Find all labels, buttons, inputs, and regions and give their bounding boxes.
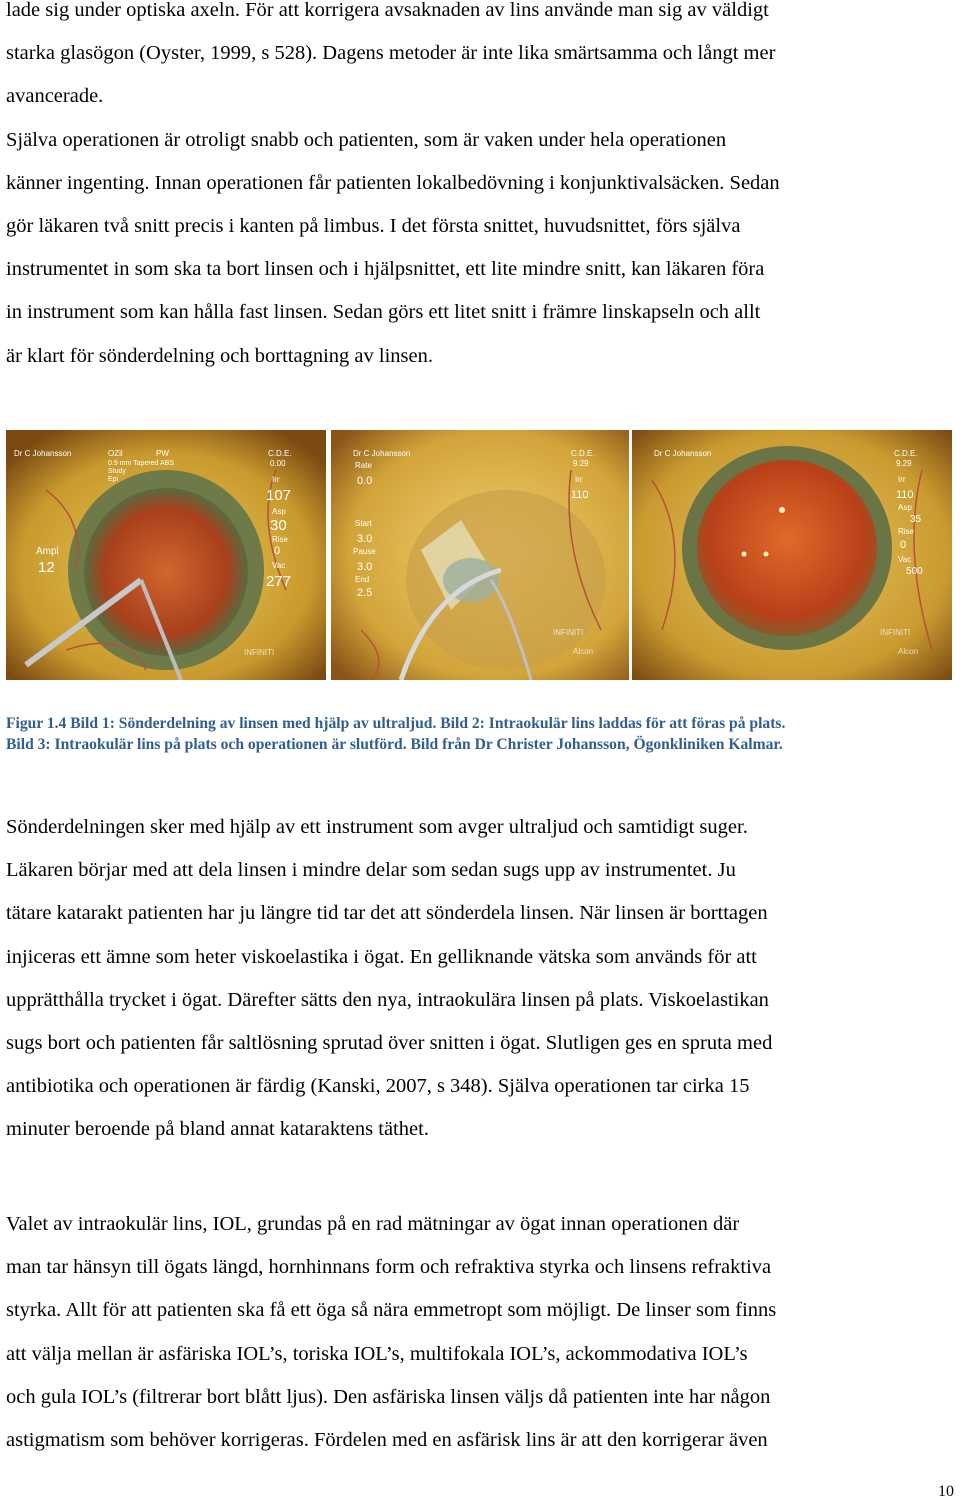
text-line: Läkaren börjar med att dela linsen i mindre delar som sedan sugs upp av instrumentet. Ju <box>6 859 736 882</box>
irr-value: 107 <box>266 487 292 504</box>
text-line: Valet av intraokulär lins, IOL, grundas på en rad mätningar av ögat innan operationen där <box>6 1213 740 1235</box>
mode-line: 0.9 mm Tapered ABS <box>108 460 175 467</box>
brand-watermark: INFINITI <box>553 628 584 637</box>
rise-label: Rise <box>272 535 289 544</box>
rise-value: 0 <box>900 539 907 551</box>
text-line: sugs bort och patienten får saltlösning sprutad över snitten i ögat. Slutligen ges en spruta med <box>6 1032 773 1055</box>
text-line: starka glasögon (Oyster, 1999, s 528). Dagens metoder är inte lika smärtsamma och långt mer <box>6 42 776 65</box>
paragraph-iol <box>6 1203 956 1462</box>
text-line: gör läkaren två snitt precis i kanten på limbus. I det första snittet, huvudsnittet, förs själva <box>6 215 741 238</box>
ampl-label: Ampl <box>36 546 59 557</box>
text-line: in instrument som kan hålla fast linsen. Sedan görs ett litet snitt i främre linskapseln och allt <box>6 301 761 324</box>
text-line: känner ingenting. Innan operationen får patienten lokalbedövning i konjunktivalsäcken. Sedan <box>6 171 780 194</box>
text-line: Själva operationen är otroligt snabb och patienten, som är vaken under hela operationen <box>6 128 727 151</box>
mode-line: Study <box>108 468 126 475</box>
photo-phacoemulsification <box>6 430 326 680</box>
maker-watermark: Alcon <box>573 647 594 656</box>
asp-label: Asp <box>898 503 912 512</box>
asp-value: 35 <box>910 514 922 525</box>
vac-label: Vac <box>272 561 286 570</box>
pw-label: PW <box>156 449 169 458</box>
text-line: instrumentet in som ska ta bort linsen och i hjälpsnittet, ett lite mindre snitt, kan läkaren föra <box>6 258 765 281</box>
text-line: man tar hänsyn till ögats längd, hornhinnans form och refraktiva styrka och linsens refraktiva <box>6 1256 772 1279</box>
page-number: 10 <box>938 1483 954 1500</box>
text-line: och gula IOL’s (filtrerar bort blått ljus). Den asfäriska linsen väljs då patienten inte har någon <box>6 1385 771 1408</box>
text-line: att välja mellan är asfäriska IOL’s, toriska IOL’s, multifokala IOL’s, ackommodativa IOL’s <box>6 1342 748 1365</box>
rate-value: 0.0 <box>357 475 373 487</box>
text-line: Sönderdelningen sker med hjälp av ett instrument som avger ultraljud och samtidigt suger. <box>6 816 748 838</box>
rise-value: 0 <box>274 545 281 557</box>
caption-line: Bild 3: Intraokulär lins på plats och operationen är slutförd. Bild från Dr Christer Johansson, Ögonkliniken Kalmar. <box>6 736 783 753</box>
cde-value: 9.29 <box>573 459 589 468</box>
figure-caption <box>6 713 956 755</box>
figure-surgery-photos <box>6 430 946 680</box>
photo-iol-in-place <box>632 430 952 680</box>
surgeon-label: Dr C Johansson <box>353 449 411 458</box>
irr-value: 110 <box>896 489 914 501</box>
cde-value: 0.00 <box>270 459 286 468</box>
irr-label: Irr <box>272 475 280 484</box>
start-value: 3.0 <box>357 533 373 545</box>
irr-label: Irr <box>575 475 583 484</box>
asp-value: 30 <box>270 517 287 534</box>
brand-watermark: INFINITI <box>244 648 275 657</box>
vac-value: 500 <box>906 566 923 577</box>
mode-line: OZil <box>108 449 123 458</box>
ampl-value: 12 <box>38 559 55 576</box>
end-value: 2.5 <box>357 587 373 599</box>
surgeon-label: Dr C Johansson <box>14 449 72 458</box>
paragraph-fragmentation <box>6 806 956 1152</box>
maker-watermark: Alcon <box>898 647 919 656</box>
text-line: antibiotika och operationen är färdig (Kanski, 2007, s 348). Själva operationen tar cirka 15 <box>6 1075 750 1098</box>
vac-value: 277 <box>266 573 292 590</box>
cde-label: C.D.E. <box>571 449 595 458</box>
pause-label: Pause <box>353 547 376 556</box>
start-label: Start <box>355 519 372 528</box>
brand-watermark: INFINITI <box>880 628 911 637</box>
asp-label: Asp <box>272 507 286 516</box>
end-label: End <box>355 575 370 584</box>
vac-label: Vac <box>898 555 912 564</box>
rate-label: Rate <box>355 461 372 470</box>
text-line: injiceras ett ämne som heter viskoelastika i ögat. En gelliknande vätska som används för att <box>6 945 757 968</box>
cde-value: 9.29 <box>896 459 912 468</box>
caption-line: Figur 1.4 Bild 1: Sönderdelning av linsen med hjälp av ultraljud. Bild 2: Intraokulär lins laddas för att föras på plats. <box>6 715 786 732</box>
text-line: avancerade. <box>6 85 104 108</box>
paragraph-intro <box>6 0 956 378</box>
irr-label: Irr <box>898 475 906 484</box>
text-line: är klart för sönderdelning och borttagning av linsen. <box>6 344 433 367</box>
text-line: minuter beroende på bland annat kataraktens täthet. <box>6 1118 429 1141</box>
photo-iol-loading <box>331 430 629 680</box>
cde-label: C.D.E. <box>268 449 292 458</box>
rise-label: Rise <box>898 527 915 536</box>
cde-label: C.D.E. <box>894 449 918 458</box>
text-line: lade sig under optiska axeln. För att korrigera avsaknaden av lins använde man sig av väldigt <box>6 0 769 21</box>
pause-value: 3.0 <box>357 561 373 573</box>
text-line: astigmatism som behöver korrigeras. Fördelen med en asfärisk lins är att den korrigerar även <box>6 1429 768 1452</box>
text-line: styrka. Allt för att patienten ska få ett öga så nära emmetropt som möjligt. De linser som finns <box>6 1299 777 1322</box>
irr-value: 110 <box>571 489 589 501</box>
mode-line: Epi <box>108 476 119 483</box>
text-line: upprätthålla trycket i ögat. Därefter sätts den nya, intraokulära linsen på plats. Viskoelastikan <box>6 988 769 1011</box>
text-line: tätare katarakt patienten har ju längre tid tar det att sönderdela linsen. När linsen är borttagen <box>6 902 768 925</box>
surgeon-label: Dr C Johansson <box>654 449 712 458</box>
